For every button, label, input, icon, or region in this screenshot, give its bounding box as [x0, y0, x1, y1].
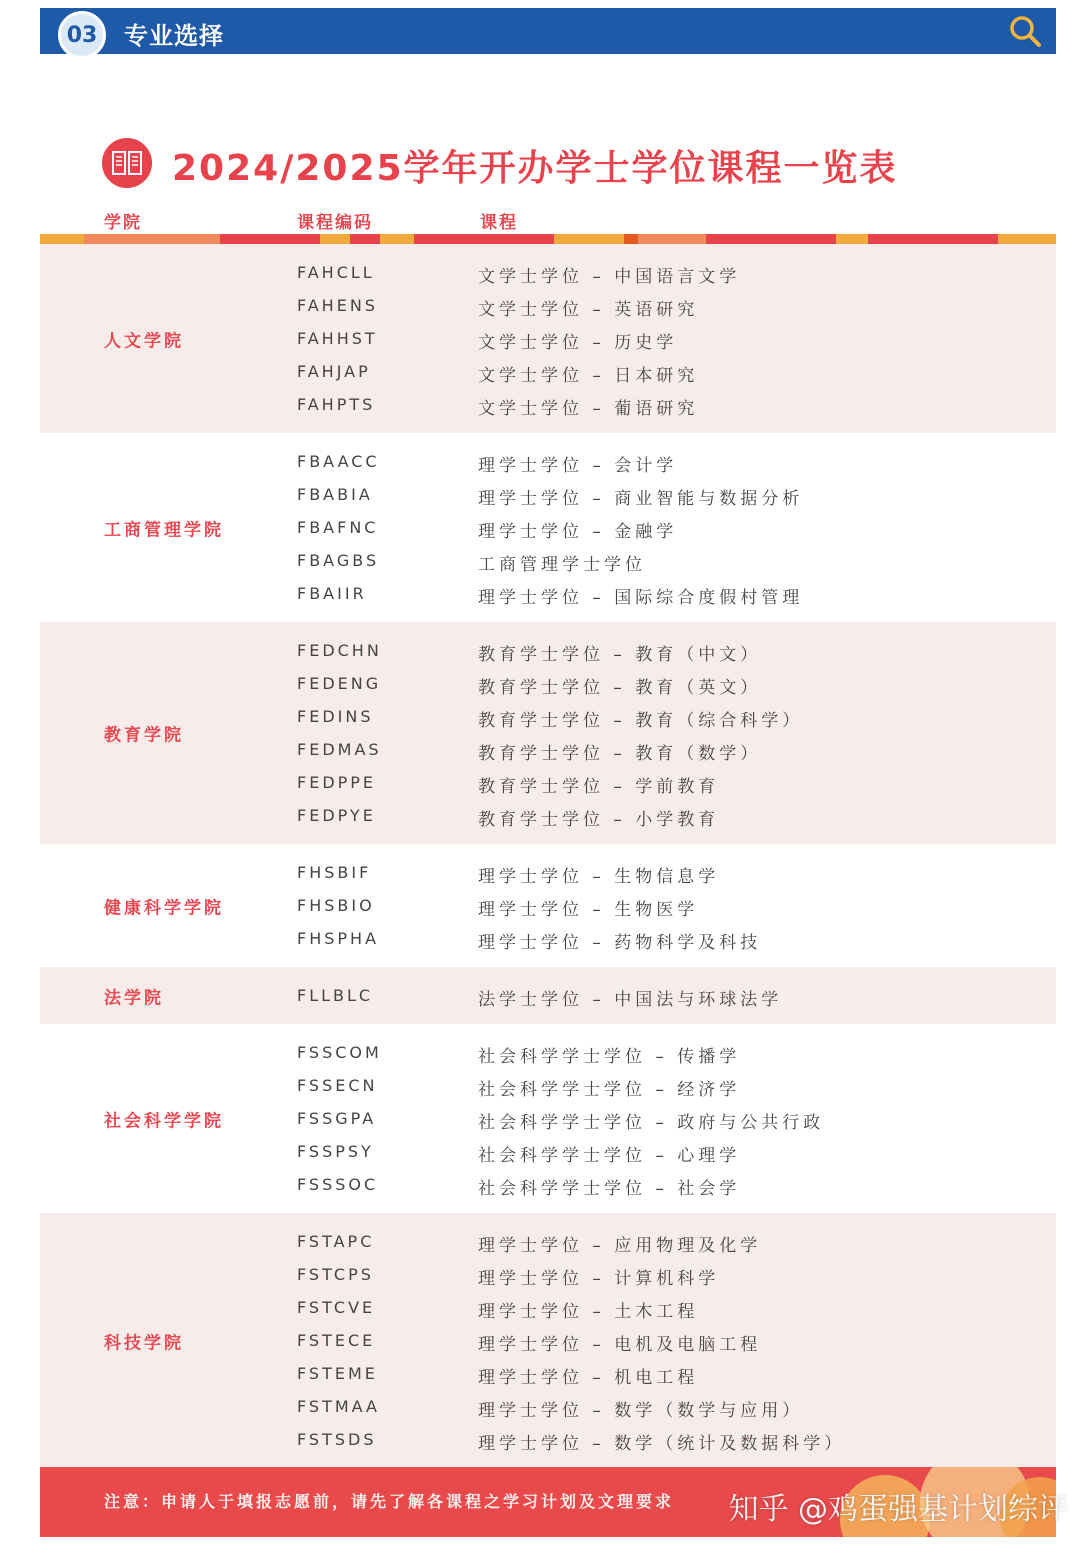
- table-row: [40, 577, 1056, 610]
- course-name: 社会科学学士学位 – 传播学: [478, 1047, 741, 1067]
- faculty-group: [40, 622, 1056, 844]
- faculty-name: 人文学院: [104, 331, 184, 351]
- course-name: 文学士学位 – 葡语研究: [478, 399, 699, 419]
- course-code: FBAACC: [297, 452, 380, 471]
- faculty-group: [40, 433, 1056, 622]
- table-row: [40, 544, 1056, 577]
- section-title: 专业选择: [124, 22, 224, 50]
- course-code: FSTAPC: [297, 1232, 375, 1251]
- table-row: [40, 1069, 1056, 1102]
- table-row: [40, 322, 1056, 355]
- course-code: FAHCLL: [297, 263, 375, 282]
- footer-note: 注意：申请人于填报志愿前，请先了解各课程之学习计划及文理要求: [104, 1492, 675, 1511]
- course-name: 文学士学位 – 中国语言文学: [478, 267, 741, 287]
- table-row: [40, 289, 1056, 322]
- course-name: 理学士学位 – 商业智能与数据分析: [478, 489, 804, 509]
- search-icon[interactable]: [1008, 14, 1042, 48]
- faculty-group: [40, 1213, 1056, 1468]
- faculty-name: 教育学院: [104, 725, 184, 746]
- table-row: [40, 511, 1056, 544]
- course-code: FEDINS: [297, 707, 374, 726]
- course-code: FSSPSY: [297, 1142, 374, 1161]
- table-row: [40, 1390, 1056, 1423]
- faculty-name: 科技学院: [104, 1333, 184, 1353]
- faculty-group: [40, 844, 1056, 967]
- course-code: FHSBIF: [297, 863, 372, 882]
- watermark: 知乎 @鸡蛋强基计划综评: [728, 1492, 1068, 1527]
- table-row: [40, 1357, 1056, 1390]
- course-name: 理学士学位 – 金融学: [478, 522, 678, 542]
- column-header-code: 课程编码: [297, 213, 373, 233]
- course-name: 理学士学位 – 数学（统计及数据科学）: [478, 1434, 846, 1454]
- course-name: 工商管理学士学位: [478, 555, 646, 575]
- course-code: FSSGPA: [297, 1109, 377, 1128]
- table-row: [40, 733, 1056, 766]
- course-code: FAHJAP: [297, 362, 371, 381]
- course-name: 理学士学位 – 应用物理及化学: [478, 1236, 762, 1256]
- course-name: 理学士学位 – 会计学: [478, 456, 678, 476]
- course-code: FHSBIO: [297, 896, 375, 915]
- table-row: [40, 1168, 1056, 1201]
- faculty-name: 社会科学学院: [104, 1111, 224, 1131]
- course-name: 理学士学位 – 电机及电脑工程: [478, 1335, 762, 1355]
- course-name: 社会科学学士学位 – 心理学: [478, 1146, 741, 1166]
- course-name: 教育学士学位 – 教育（英文）: [478, 678, 762, 698]
- course-code: FEDCHN: [297, 641, 382, 660]
- course-name: 教育学士学位 – 学前教育: [478, 777, 720, 797]
- table-row: [40, 1258, 1056, 1291]
- course-code: FLLBLC: [297, 986, 374, 1005]
- column-header-faculty: 学院: [104, 213, 142, 233]
- course-code: FEDENG: [297, 674, 382, 693]
- table-row: [40, 667, 1056, 700]
- course-code: FAHPTS: [297, 395, 376, 414]
- course-code: FBAIIR: [297, 584, 367, 603]
- table-row: [40, 445, 1056, 478]
- table-row: [40, 700, 1056, 733]
- section-header-bar: [40, 8, 1056, 54]
- course-name: 理学士学位 – 药物科学及科技: [478, 933, 762, 953]
- table-row: [40, 979, 1056, 1012]
- course-name: 文学士学位 – 日本研究: [478, 366, 699, 386]
- course-code: FSSECN: [297, 1076, 378, 1095]
- table-row: [40, 856, 1056, 889]
- table-row: [40, 355, 1056, 388]
- table-row: [40, 634, 1056, 667]
- table-row: [40, 478, 1056, 511]
- faculty-group: [40, 967, 1056, 1024]
- book-icon: [102, 138, 152, 188]
- course-name: 社会科学学士学位 – 社会学: [478, 1179, 741, 1199]
- table-row: [40, 1225, 1056, 1258]
- decorative-stripe: [40, 234, 1056, 244]
- course-name: 文学士学位 – 历史学: [478, 333, 678, 353]
- table-row: [40, 1291, 1056, 1324]
- table-row: [40, 1036, 1056, 1069]
- course-code: FEDMAS: [297, 740, 382, 759]
- course-name: 理学士学位 – 土木工程: [478, 1302, 699, 1322]
- course-name: 理学士学位 – 机电工程: [478, 1368, 699, 1388]
- faculty-name: 健康科学学院: [104, 898, 224, 918]
- table-row: [40, 889, 1056, 922]
- faculty-name: 工商管理学院: [104, 520, 224, 540]
- table-row: [40, 1423, 1056, 1456]
- course-name: 理学士学位 – 生物医学: [478, 900, 699, 920]
- course-name: 教育学士学位 – 教育（综合科学）: [478, 711, 804, 731]
- faculty-group: [40, 244, 1056, 433]
- course-name: 社会科学学士学位 – 政府与公共行政: [478, 1113, 825, 1133]
- course-name: 理学士学位 – 生物信息学: [478, 867, 720, 887]
- course-name: 教育学士学位 – 教育（中文）: [478, 645, 762, 665]
- course-name: 理学士学位 – 数学（数学与应用）: [478, 1401, 804, 1421]
- section-number-badge: 03: [58, 11, 106, 59]
- table-row: [40, 1324, 1056, 1357]
- table-row: [40, 256, 1056, 289]
- course-code: FSTEME: [297, 1364, 378, 1383]
- faculty-group: [40, 1024, 1056, 1213]
- course-code: FAHENS: [297, 296, 378, 315]
- page-title: 2024/2025学年开办学士学位课程一览表: [172, 148, 898, 189]
- table-row: [40, 766, 1056, 799]
- course-name: 法学士学位 – 中国法与环球法学: [478, 990, 783, 1010]
- course-code: FSSCOM: [297, 1043, 382, 1062]
- course-table: [40, 244, 1056, 1468]
- course-name: 理学士学位 – 国际综合度假村管理: [478, 588, 804, 608]
- course-code: FSTECE: [297, 1331, 376, 1350]
- course-code: FSTSDS: [297, 1430, 377, 1449]
- course-name: 社会科学学士学位 – 经济学: [478, 1080, 741, 1100]
- course-code: FBAGBS: [297, 551, 380, 570]
- course-code: FSTCPS: [297, 1265, 374, 1284]
- course-code: FEDPYE: [297, 806, 376, 825]
- course-code: FBABIA: [297, 485, 373, 504]
- table-row: [40, 388, 1056, 421]
- course-code: FEDPPE: [297, 773, 377, 792]
- table-row: [40, 922, 1056, 955]
- course-code: FAHHST: [297, 329, 378, 348]
- course-name: 教育学士学位 – 小学教育: [478, 810, 720, 830]
- course-name: 教育学士学位 – 教育（数学）: [478, 744, 762, 764]
- table-row: [40, 1102, 1056, 1135]
- course-code: FBAFNC: [297, 518, 379, 537]
- course-code: FSTMAA: [297, 1397, 380, 1416]
- course-name: 理学士学位 – 计算机科学: [478, 1269, 720, 1289]
- table-row: [40, 1135, 1056, 1168]
- column-header-course: 课程: [480, 213, 518, 233]
- course-code: FSTCVE: [297, 1298, 376, 1317]
- course-code: FSSSOC: [297, 1175, 379, 1194]
- table-row: [40, 799, 1056, 832]
- faculty-name: 法学院: [104, 988, 164, 1008]
- course-name: 文学士学位 – 英语研究: [478, 300, 699, 320]
- course-code: FHSPHA: [297, 929, 380, 948]
